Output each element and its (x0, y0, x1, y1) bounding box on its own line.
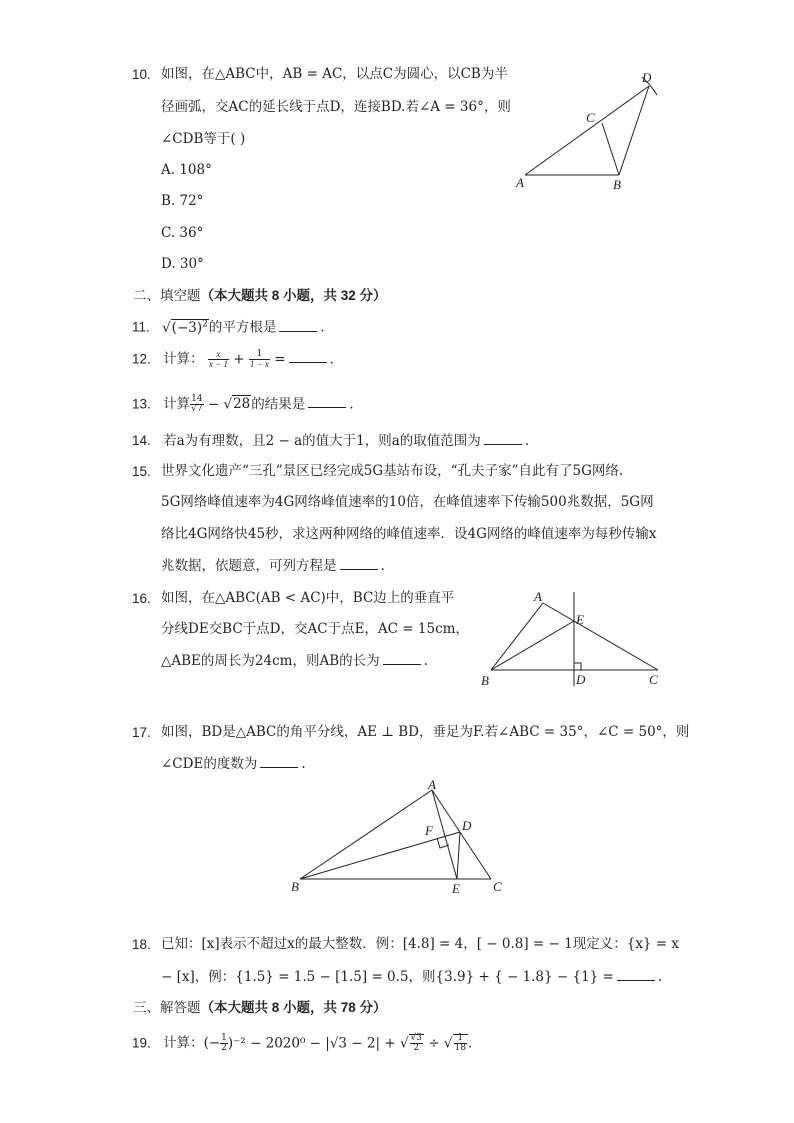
answer-blank[interactable] (289, 352, 327, 363)
prefix: 计算 (163, 396, 191, 413)
question-text-line: 已知：[x]表示不超过x的最大整数．例：[4.8] = 4，[ − 0.8] = − 1现定义：{x} = x (161, 936, 680, 952)
question-13: 13. 计算 $\frac{14}{√7}$ − √28的结果是 . (132, 394, 354, 415)
question-text-line: 如图，在△ABC(AB < AC)中，BC边上的垂直平 (161, 590, 455, 606)
line-ba (300, 790, 432, 879)
fraction-denominator: 2 (221, 1043, 227, 1054)
label-a: A (534, 589, 542, 604)
line-ac (432, 790, 491, 879)
answer-blank[interactable] (383, 654, 421, 665)
option-d[interactable]: D. 30° (161, 256, 204, 272)
plus: + (233, 351, 245, 368)
radicand: 28 (233, 396, 251, 413)
tail: . (329, 351, 334, 368)
label-d: D (462, 818, 472, 833)
label-e: E (576, 612, 584, 627)
minus: − (207, 396, 220, 413)
label-d: D (576, 672, 586, 687)
section-note: （本大题共 8 小题，共 78 分） (200, 1000, 387, 1015)
fraction-numerator: 1 (249, 350, 270, 360)
label-e: E (452, 881, 460, 896)
question-number: 12. (132, 351, 151, 367)
question-text-line: 如图，BD是△ABC的角平分线，AE ⊥ BD，垂足为F.若∠ABC = 35°，∠C = 50°，则 (161, 724, 690, 740)
line-cb (602, 123, 619, 175)
question-number: 11. (132, 319, 150, 335)
question-14 (132, 434, 529, 449)
label-a: A (516, 175, 524, 190)
line-bd (300, 832, 460, 879)
question-text-line: 世界文化遗产“三孔”景区已经完成5G基站布设，“孔夫子家”自此有了5G网络. (161, 463, 624, 479)
tail: . (657, 969, 663, 985)
line-de (457, 832, 460, 879)
fraction-numerator: 1 (454, 1034, 467, 1044)
fraction-denominator: 2 (413, 1043, 420, 1054)
section-note: （本大题共 8 小题，共 32 分） (200, 288, 387, 303)
fraction-denominator: √7 (191, 404, 203, 415)
question-number: 13. (132, 396, 151, 412)
equals: = (274, 351, 286, 368)
section-title: 二、填空题 (133, 288, 201, 303)
option-a[interactable]: A. 108° (161, 162, 212, 178)
answer-blank[interactable] (308, 397, 346, 408)
question-number: 14. (132, 433, 151, 448)
answer-blank[interactable] (279, 321, 317, 332)
label-c: C (649, 672, 658, 687)
line-be (491, 621, 574, 670)
fraction-numerator: 1 (221, 1033, 227, 1043)
option-b[interactable]: B. 72° (161, 193, 204, 209)
question-text-line: 5G网络峰值速率为4G网络峰值速率的10倍，在峰值速率下传输500兆数据，5G网 (161, 494, 654, 510)
question-number: 18. (132, 937, 151, 952)
tail: . (468, 1035, 473, 1052)
label-a: A (428, 778, 436, 792)
tail: . (380, 558, 385, 574)
divide: ÷ (428, 1035, 440, 1052)
fraction-denominator: 18 (454, 1043, 466, 1054)
question-text: 若a为有理数，且2 − a的值大于1，则a的取值范围为 (163, 433, 481, 449)
label-b: B (613, 177, 621, 192)
label-b: B (481, 673, 489, 688)
triangle-figure-q17 (285, 778, 515, 898)
tail: . (301, 756, 306, 772)
label-c: C (586, 110, 595, 125)
fraction-numerator: 14 (191, 394, 203, 404)
section-heading (133, 1001, 387, 1015)
question-number: 15. (132, 464, 151, 479)
tail: . (320, 319, 325, 336)
question-text-line: 径画弧，交AC的延长线于点D，连接BD.若∠A = 36°，则 (161, 99, 511, 115)
option-c[interactable]: C. 36° (161, 225, 204, 241)
question-text-line: ∠CDB等于( ) (161, 131, 246, 147)
question-number: 16. (132, 591, 151, 606)
triangle-figure-q10 (505, 65, 675, 195)
line-ad (525, 86, 649, 175)
label-f: F (425, 823, 433, 838)
line-bd (619, 86, 649, 175)
fraction-denominator: 1 − x (249, 359, 269, 370)
question-text-line: △ABE的周长为24cm，则AB的长为 (161, 653, 380, 669)
question-19: 19. 计算：(− $\frac{1}{2}$ )⁻² − 2020⁰ − |√3 − 2| + √ $\frac{√3}{2}$ ÷ √ $\frac{1}{18}$ . (132, 1033, 473, 1054)
exponent: 2 (202, 319, 208, 329)
expression-prefix: 计算：(− (163, 1035, 221, 1052)
question-text-line: − [x]，例：{1.5} = 1.5 − [1.5] = 0.5，则{3.9} + { − 1.8} − {1} = (161, 969, 614, 985)
question-text-line: 络比4G网络快45秒，求这两种网络的峰值速率．设4G网络的峰值速率为每秒传输x (161, 526, 657, 542)
tail: . (524, 433, 530, 449)
answer-blank[interactable] (260, 757, 298, 768)
tail: . (423, 653, 428, 669)
question-11: 11. $√(-3)^2$的平方根是 . (132, 319, 325, 336)
answer-blank[interactable] (617, 970, 655, 981)
section-heading (133, 289, 387, 303)
section-title: 三、解答题 (133, 1000, 201, 1015)
right-angle-mark (574, 663, 581, 670)
line-ac (543, 603, 658, 670)
question-text-line: 如图，在△ABC中，AB = AC，以点C为圆心，以CB为半 (161, 66, 508, 82)
answer-blank[interactable] (484, 434, 522, 445)
question-text-line: 分线DE交BC于点D，交AC于点E，AC = 15cm， (161, 621, 469, 637)
prefix: 计算： (163, 351, 204, 368)
radicand: (−3) (171, 319, 203, 336)
question-number: 10. (132, 67, 151, 82)
answer-blank[interactable] (340, 559, 378, 570)
question-number: 19. (132, 1035, 151, 1051)
tail: . (349, 396, 354, 413)
label-d: D (642, 70, 652, 85)
triangle-figure-q16 (478, 586, 678, 691)
label-c: C (493, 879, 502, 894)
question-text: 的结果是 (251, 396, 306, 413)
label-b: B (291, 879, 299, 894)
fraction-denominator: x − 1 (208, 359, 228, 370)
fraction-numerator: x (208, 350, 229, 360)
question-text-line: 兆数据，依题意，可列方程是 (161, 558, 337, 574)
question-12 (132, 350, 334, 370)
line-ba (491, 603, 543, 670)
question-text: 的平方根是 (208, 319, 277, 336)
question-number: 17. (132, 725, 151, 740)
fraction-numerator: √3 (410, 1033, 423, 1043)
question-text-line: ∠CDE的度数为 (161, 756, 258, 772)
expression-middle: )⁻² − 2020⁰ − |√3 − 2| + (227, 1035, 396, 1052)
